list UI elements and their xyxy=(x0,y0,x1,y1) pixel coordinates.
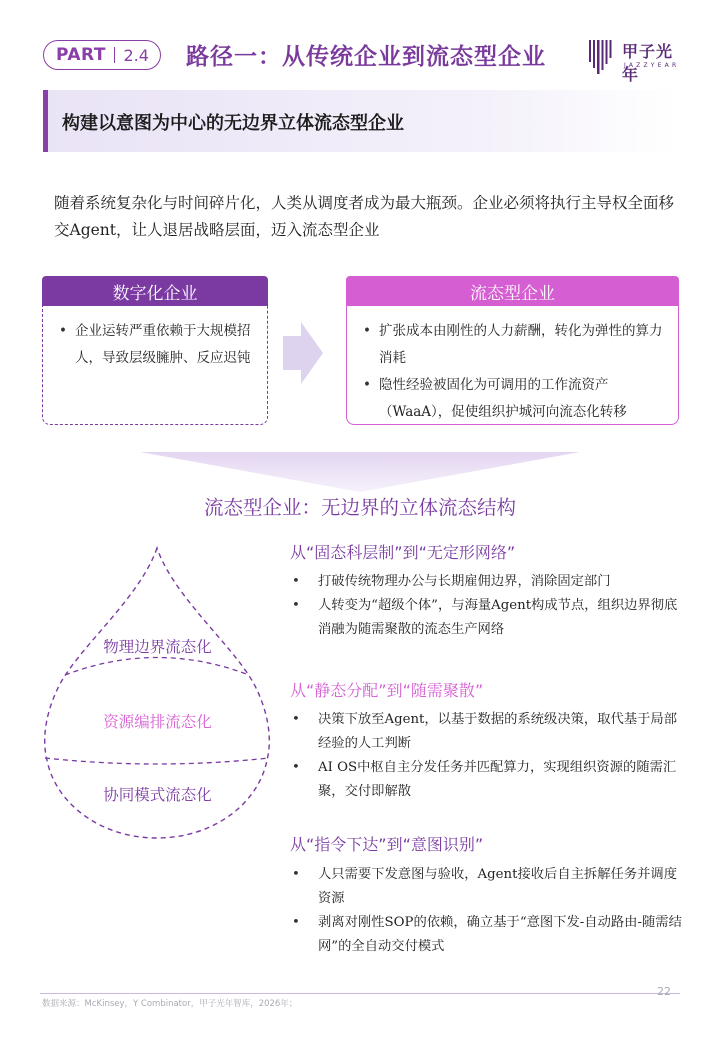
page-title: 路径一：从传统企业到流态型企业 xyxy=(186,43,546,70)
group-list xyxy=(288,863,683,959)
fluid-enterprise-header: 流态型企业 xyxy=(346,276,679,306)
funnel-divider xyxy=(140,452,580,492)
logo-text-cn: 甲子光年 xyxy=(622,42,674,84)
fluid-enterprise-box xyxy=(346,306,679,425)
footer-divider xyxy=(40,993,680,994)
drop-layer-collaboration: 协同模式流态化 xyxy=(103,786,212,804)
digital-enterprise-box xyxy=(42,306,268,425)
digital-enterprise-header: 数字化企业 xyxy=(42,276,268,306)
group-list xyxy=(288,570,683,642)
list-item: • 决策下放至Agent，以基于数据的系统级决策，取代基于局部经验的人工判断 xyxy=(288,708,683,756)
intro-paragraph: 随着系统复杂化与时间碎片化，人类从调度者成为最大瓶颈。企业必须将执行主导权全面移交Agent，让人退居战略层面，迈入流态型企业 xyxy=(54,194,675,239)
brand-logo xyxy=(588,36,688,84)
list-item: • AI OS中枢自主分发任务并匹配算力，实现组织资源的随需汇聚，交付即解散 xyxy=(288,756,683,804)
drop-layer-resource: 资源编排流态化 xyxy=(103,713,212,731)
part-number: 2.4 xyxy=(123,45,149,65)
list-item: • 剥离对刚性SOP的依赖，确立基于“意图下发-自动路由-随需结网”的全自动交付模式 xyxy=(288,911,683,959)
list-item: • 隐性经验被固化为可调用的工作流资产（WaaA），促使组织护城河向流态化转移 xyxy=(357,372,666,426)
part-badge xyxy=(43,40,161,70)
list-item: • 打破传统物理办公与长期雇佣边界，消除固定部门 xyxy=(288,570,683,594)
list-item: • 扩张成本由刚性的人力薪酬，转化为弹性的算力消耗 xyxy=(357,318,666,372)
group-heading: 从“固态科层制”到“无定形网络” xyxy=(290,543,516,562)
group-heading: 从“静态分配”到“随需聚散” xyxy=(290,681,484,700)
part-label: PART xyxy=(56,45,106,65)
logo-bars-icon xyxy=(588,38,614,74)
section-title-bar xyxy=(43,90,678,152)
group-list xyxy=(288,708,683,804)
right-arrow-icon xyxy=(283,322,323,384)
logo-text-en: JAZZYEAR xyxy=(624,62,680,69)
drop-layer-physical: 物理边界流态化 xyxy=(103,638,212,656)
part-divider xyxy=(114,47,116,63)
list-item: • 人只需要下发意图与验收，Agent接收后自主拆解任务并调度资源 xyxy=(288,863,683,911)
data-source: 数据来源：McKinsey，Y Combinator，甲子光年智库，2026年； xyxy=(42,999,298,1009)
section-accent-bar xyxy=(43,90,48,152)
structure-subtitle: 流态型企业：无边界的立体流态结构 xyxy=(203,496,516,519)
section-title: 构建以意图为中心的无边界立体流态型企业 xyxy=(62,113,404,134)
page-number: 22 xyxy=(657,985,671,998)
list-item: • 人转变为“超级个体”，与海量Agent构成节点，组织边界彻底消融为随需聚散的流态生产网络 xyxy=(288,594,683,642)
group-heading: 从“指令下达”到“意图识别” xyxy=(290,835,484,854)
list-item: • 企业运转严重依赖于大规模招人，导致层级臃肿、反应迟钝 xyxy=(53,318,253,372)
